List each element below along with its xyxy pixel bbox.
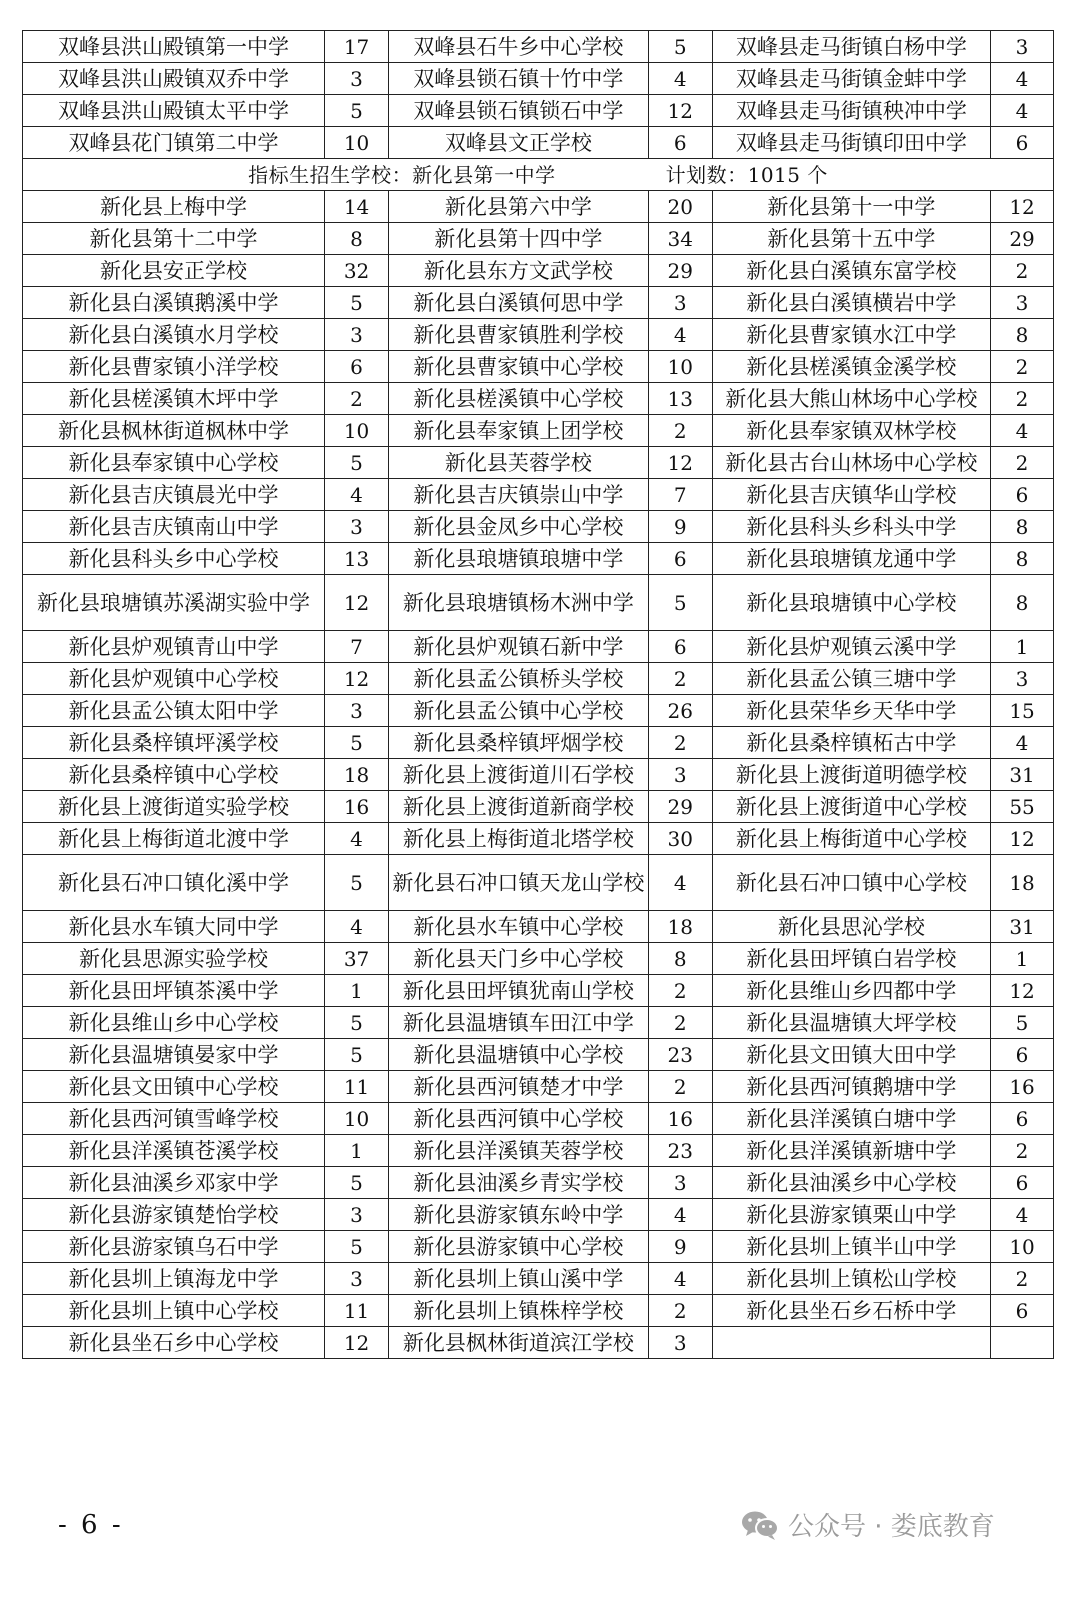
school-name-cell: 新化县科头乡科头中学	[712, 511, 990, 543]
school-name-cell: 新化县第十四中学	[389, 223, 649, 255]
table-row	[23, 223, 1054, 255]
quota-count-cell: 14	[325, 191, 389, 223]
quota-count-cell: 13	[648, 383, 712, 415]
school-name-cell: 双峰县走马街镇秧冲中学	[712, 95, 990, 127]
section-header	[23, 159, 1054, 191]
quota-count-cell: 12	[991, 975, 1054, 1007]
quota-count-cell: 3	[648, 287, 712, 319]
quota-count-cell: 12	[325, 1327, 389, 1359]
school-name-cell: 新化县田坪镇犹南山学校	[389, 975, 649, 1007]
school-name-cell: 新化县思沁学校	[712, 911, 990, 943]
quota-count-cell: 8	[325, 223, 389, 255]
quota-count-cell: 16	[325, 791, 389, 823]
school-name-cell: 新化县桑梓镇柘古中学	[712, 727, 990, 759]
school-name-cell: 双峰县洪山殿镇太平中学	[23, 95, 325, 127]
quota-count-cell: 12	[648, 447, 712, 479]
quota-count-cell: 9	[648, 511, 712, 543]
quota-count-cell: 31	[991, 911, 1054, 943]
school-name-cell: 新化县奉家镇双林学校	[712, 415, 990, 447]
table-row	[23, 727, 1054, 759]
school-name-cell: 双峰县洪山殿镇双乔中学	[23, 63, 325, 95]
school-name-cell: 双峰县锁石镇十竹中学	[389, 63, 649, 95]
quota-count-cell: 3	[325, 1263, 389, 1295]
school-name-cell: 新化县圳上镇山溪中学	[389, 1263, 649, 1295]
quota-count-cell: 7	[648, 479, 712, 511]
quota-count-cell: 3	[648, 1327, 712, 1359]
school-name-cell: 新化县西河镇楚才中学	[389, 1071, 649, 1103]
quota-count-cell: 16	[648, 1103, 712, 1135]
school-name-cell: 新化县游家镇乌石中学	[23, 1231, 325, 1263]
school-name-cell: 新化县天门乡中心学校	[389, 943, 649, 975]
school-name-cell: 新化县吉庆镇华山学校	[712, 479, 990, 511]
quota-count-cell	[991, 1327, 1054, 1359]
table-body	[23, 31, 1054, 1359]
table-row	[23, 31, 1054, 63]
quota-count-cell: 4	[991, 727, 1054, 759]
quota-count-cell: 10	[325, 1103, 389, 1135]
school-name-cell: 新化县上梅街道北塔学校	[389, 823, 649, 855]
school-name-cell: 新化县白溪镇横岩中学	[712, 287, 990, 319]
school-name-cell: 新化县东方文武学校	[389, 255, 649, 287]
quota-count-cell: 3	[991, 663, 1054, 695]
school-name-cell: 新化县维山乡四都中学	[712, 975, 990, 1007]
quota-count-cell: 3	[991, 287, 1054, 319]
school-name-cell: 新化县科头乡中心学校	[23, 543, 325, 575]
school-name-cell: 新化县洋溪镇芙蓉学校	[389, 1135, 649, 1167]
quota-count-cell: 12	[325, 575, 389, 631]
quota-count-cell: 1	[991, 943, 1054, 975]
quota-count-cell: 26	[648, 695, 712, 727]
quota-count-cell: 1	[991, 631, 1054, 663]
quota-count-cell: 6	[991, 479, 1054, 511]
school-name-cell: 新化县圳上镇海龙中学	[23, 1263, 325, 1295]
quota-count-cell: 6	[648, 543, 712, 575]
quota-count-cell: 3	[325, 511, 389, 543]
table-row	[23, 663, 1054, 695]
quota-count-cell: 2	[991, 255, 1054, 287]
quota-count-cell: 2	[991, 351, 1054, 383]
quota-count-cell: 2	[648, 1007, 712, 1039]
quota-count-cell: 4	[648, 319, 712, 351]
quota-count-cell: 3	[325, 695, 389, 727]
quota-count-cell: 3	[325, 63, 389, 95]
quota-count-cell: 30	[648, 823, 712, 855]
school-name-cell: 双峰县石牛乡中心学校	[389, 31, 649, 63]
school-name-cell: 新化县芙蓉学校	[389, 447, 649, 479]
school-name-cell: 新化县油溪乡中心学校	[712, 1167, 990, 1199]
quota-count-cell: 37	[325, 943, 389, 975]
school-name-cell: 双峰县花门镇第二中学	[23, 127, 325, 159]
quota-count-cell: 55	[991, 791, 1054, 823]
quota-count-cell: 15	[991, 695, 1054, 727]
quota-count-cell: 29	[648, 255, 712, 287]
school-name-cell: 新化县槎溪镇木坪中学	[23, 383, 325, 415]
school-name-cell	[712, 1327, 990, 1359]
quota-count-cell: 23	[648, 1039, 712, 1071]
quota-count-cell: 2	[325, 383, 389, 415]
school-name-cell: 新化县琅塘镇苏溪湖实验中学	[23, 575, 325, 631]
school-name-cell: 新化县桑梓镇坪烟学校	[389, 727, 649, 759]
quota-count-cell: 5	[325, 727, 389, 759]
quota-count-cell: 11	[325, 1295, 389, 1327]
quota-count-cell: 4	[648, 1199, 712, 1231]
watermark-text: 公众号 · 娄底教育	[788, 1512, 995, 1542]
quota-count-cell: 2	[648, 663, 712, 695]
school-name-cell: 新化县大熊山林场中心学校	[712, 383, 990, 415]
table-row	[23, 1135, 1054, 1167]
school-name-cell: 新化县游家镇楚怡学校	[23, 1199, 325, 1231]
school-name-cell: 新化县白溪镇鹅溪中学	[23, 287, 325, 319]
school-name-cell: 双峰县锁石镇锁石中学	[389, 95, 649, 127]
school-name-cell: 新化县温塘镇车田江中学	[389, 1007, 649, 1039]
school-name-cell: 新化县上梅街道北渡中学	[23, 823, 325, 855]
quota-count-cell: 29	[991, 223, 1054, 255]
table-row	[23, 255, 1054, 287]
quota-count-cell: 1	[325, 1135, 389, 1167]
quota-count-cell: 34	[648, 223, 712, 255]
quota-count-cell: 3	[991, 31, 1054, 63]
quota-count-cell: 10	[325, 415, 389, 447]
school-name-cell: 新化县枫林街道枫林中学	[23, 415, 325, 447]
school-name-cell: 新化县安正学校	[23, 255, 325, 287]
school-name-cell: 新化县圳上镇中心学校	[23, 1295, 325, 1327]
quota-count-cell: 18	[325, 759, 389, 791]
school-name-cell: 新化县第六中学	[389, 191, 649, 223]
quota-count-cell: 2	[991, 383, 1054, 415]
quota-count-cell: 10	[648, 351, 712, 383]
quota-count-cell: 4	[648, 63, 712, 95]
school-name-cell: 新化县维山乡中心学校	[23, 1007, 325, 1039]
quota-count-cell: 16	[991, 1071, 1054, 1103]
table-row	[23, 383, 1054, 415]
table-row	[23, 1199, 1054, 1231]
table-row	[23, 191, 1054, 223]
table-row	[23, 1167, 1054, 1199]
school-name-cell: 新化县圳上镇株梓学校	[389, 1295, 649, 1327]
table-row	[23, 543, 1054, 575]
quota-count-cell: 12	[648, 95, 712, 127]
quota-count-cell: 6	[648, 631, 712, 663]
school-name-cell: 新化县洋溪镇新塘中学	[712, 1135, 990, 1167]
school-name-cell: 新化县水车镇大同中学	[23, 911, 325, 943]
quota-table	[22, 30, 1054, 1359]
quota-count-cell: 31	[991, 759, 1054, 791]
wechat-icon	[740, 1509, 780, 1541]
school-name-cell: 新化县曹家镇胜利学校	[389, 319, 649, 351]
section-header-row	[23, 159, 1054, 191]
quota-count-cell: 5	[325, 447, 389, 479]
school-name-cell: 新化县油溪乡青实学校	[389, 1167, 649, 1199]
school-name-cell: 新化县孟公镇桥头学校	[389, 663, 649, 695]
school-name-cell: 新化县吉庆镇崇山中学	[389, 479, 649, 511]
plan-count-label: 计划数：1015 个	[665, 162, 828, 187]
school-name-cell: 新化县文田镇中心学校	[23, 1071, 325, 1103]
quota-count-cell: 5	[325, 1039, 389, 1071]
school-name-cell: 新化县第十五中学	[712, 223, 990, 255]
quota-count-cell: 6	[325, 351, 389, 383]
school-name-cell: 新化县荣华乡天华中学	[712, 695, 990, 727]
quota-count-cell: 18	[991, 855, 1054, 911]
school-name-cell: 新化县上渡街道实验学校	[23, 791, 325, 823]
school-name-cell: 新化县奉家镇中心学校	[23, 447, 325, 479]
table-row	[23, 127, 1054, 159]
school-name-cell: 双峰县走马街镇金蚌中学	[712, 63, 990, 95]
school-name-cell: 双峰县走马街镇印田中学	[712, 127, 990, 159]
school-name-cell: 新化县桑梓镇坪溪学校	[23, 727, 325, 759]
quota-count-cell: 2	[648, 975, 712, 1007]
table-row	[23, 95, 1054, 127]
quota-count-cell: 5	[991, 1007, 1054, 1039]
school-name-cell: 新化县田坪镇茶溪中学	[23, 975, 325, 1007]
school-name-cell: 新化县吉庆镇南山中学	[23, 511, 325, 543]
quota-count-cell: 4	[325, 911, 389, 943]
table-row	[23, 511, 1054, 543]
school-name-cell: 新化县西河镇鹅塘中学	[712, 1071, 990, 1103]
quota-count-cell: 5	[648, 575, 712, 631]
school-name-cell: 新化县琅塘镇杨木洲中学	[389, 575, 649, 631]
quota-count-cell: 4	[648, 1263, 712, 1295]
quota-count-cell: 4	[325, 823, 389, 855]
enrollment-school-label: 指标生招生学校：新化县第一中学	[248, 162, 556, 187]
quota-count-cell: 4	[991, 415, 1054, 447]
school-name-cell: 新化县洋溪镇白塘中学	[712, 1103, 990, 1135]
quota-count-cell: 29	[648, 791, 712, 823]
table-row	[23, 1295, 1054, 1327]
quota-count-cell: 32	[325, 255, 389, 287]
school-name-cell: 新化县炉观镇石新中学	[389, 631, 649, 663]
school-name-cell: 新化县文田镇大田中学	[712, 1039, 990, 1071]
quota-count-cell: 10	[325, 127, 389, 159]
school-name-cell: 新化县白溪镇水月学校	[23, 319, 325, 351]
quota-count-cell: 12	[325, 663, 389, 695]
quota-count-cell: 8	[648, 943, 712, 975]
school-name-cell: 新化县第十一中学	[712, 191, 990, 223]
quota-count-cell: 10	[991, 1231, 1054, 1263]
table-row	[23, 1327, 1054, 1359]
table-row	[23, 479, 1054, 511]
quota-count-cell: 5	[325, 855, 389, 911]
school-name-cell: 新化县水车镇中心学校	[389, 911, 649, 943]
school-name-cell: 新化县上渡街道川石学校	[389, 759, 649, 791]
school-name-cell: 新化县炉观镇青山中学	[23, 631, 325, 663]
school-name-cell: 新化县圳上镇半山中学	[712, 1231, 990, 1263]
school-name-cell: 新化县奉家镇上团学校	[389, 415, 649, 447]
quota-count-cell: 4	[991, 1199, 1054, 1231]
quota-count-cell: 6	[991, 127, 1054, 159]
school-name-cell: 新化县上梅街道中心学校	[712, 823, 990, 855]
quota-count-cell: 3	[648, 759, 712, 791]
table-row	[23, 791, 1054, 823]
school-name-cell: 新化县上梅中学	[23, 191, 325, 223]
quota-count-cell: 6	[991, 1039, 1054, 1071]
school-name-cell: 新化县温塘镇中心学校	[389, 1039, 649, 1071]
school-name-cell: 新化县油溪乡邓家中学	[23, 1167, 325, 1199]
quota-count-cell: 23	[648, 1135, 712, 1167]
quota-count-cell: 4	[325, 479, 389, 511]
school-name-cell: 新化县上渡街道中心学校	[712, 791, 990, 823]
school-name-cell: 新化县槎溪镇中心学校	[389, 383, 649, 415]
table-row	[23, 943, 1054, 975]
quota-count-cell: 12	[991, 191, 1054, 223]
quota-count-cell: 2	[648, 1071, 712, 1103]
quota-count-cell: 2	[648, 727, 712, 759]
table-row	[23, 759, 1054, 791]
school-name-cell: 新化县白溪镇何思中学	[389, 287, 649, 319]
table-row	[23, 631, 1054, 663]
table-row	[23, 1103, 1054, 1135]
watermark	[740, 1506, 995, 1543]
table-row	[23, 695, 1054, 727]
quota-count-cell: 20	[648, 191, 712, 223]
school-name-cell: 新化县坐石乡中心学校	[23, 1327, 325, 1359]
table-row	[23, 975, 1054, 1007]
quota-count-cell: 6	[991, 1295, 1054, 1327]
quota-count-cell: 6	[991, 1103, 1054, 1135]
school-name-cell: 新化县石冲口镇天龙山学校	[389, 855, 649, 911]
quota-count-cell: 8	[991, 543, 1054, 575]
school-name-cell: 新化县石冲口镇中心学校	[712, 855, 990, 911]
table-row	[23, 63, 1054, 95]
school-name-cell: 新化县圳上镇松山学校	[712, 1263, 990, 1295]
school-name-cell: 新化县西河镇雪峰学校	[23, 1103, 325, 1135]
school-name-cell: 新化县炉观镇云溪中学	[712, 631, 990, 663]
school-name-cell: 新化县曹家镇中心学校	[389, 351, 649, 383]
school-name-cell: 新化县金凤乡中心学校	[389, 511, 649, 543]
table-row	[23, 1263, 1054, 1295]
school-name-cell: 新化县孟公镇太阳中学	[23, 695, 325, 727]
school-name-cell: 新化县白溪镇东富学校	[712, 255, 990, 287]
table-row	[23, 823, 1054, 855]
quota-count-cell: 2	[991, 1263, 1054, 1295]
table-row	[23, 415, 1054, 447]
school-name-cell: 新化县坐石乡石桥中学	[712, 1295, 990, 1327]
quota-count-cell: 17	[325, 31, 389, 63]
quota-count-cell: 8	[991, 511, 1054, 543]
quota-count-cell: 2	[991, 447, 1054, 479]
school-name-cell: 新化县孟公镇中心学校	[389, 695, 649, 727]
quota-count-cell: 6	[648, 127, 712, 159]
table-row	[23, 1231, 1054, 1263]
quota-count-cell: 2	[648, 1295, 712, 1327]
quota-count-cell: 3	[648, 1167, 712, 1199]
quota-count-cell: 1	[325, 975, 389, 1007]
school-name-cell: 双峰县文正学校	[389, 127, 649, 159]
quota-count-cell: 5	[325, 1231, 389, 1263]
quota-count-cell: 11	[325, 1071, 389, 1103]
quota-count-cell: 12	[991, 823, 1054, 855]
school-name-cell: 新化县炉观镇中心学校	[23, 663, 325, 695]
table-row	[23, 447, 1054, 479]
school-name-cell: 新化县第十二中学	[23, 223, 325, 255]
page-number: - 6 -	[58, 1510, 124, 1540]
school-name-cell: 新化县曹家镇水江中学	[712, 319, 990, 351]
school-name-cell: 双峰县走马街镇白杨中学	[712, 31, 990, 63]
school-name-cell: 新化县思源实验学校	[23, 943, 325, 975]
school-name-cell: 新化县温塘镇晏家中学	[23, 1039, 325, 1071]
table-row	[23, 1039, 1054, 1071]
quota-count-cell: 5	[325, 1007, 389, 1039]
school-name-cell: 新化县游家镇栗山中学	[712, 1199, 990, 1231]
quota-count-cell: 8	[991, 319, 1054, 351]
school-name-cell: 新化县田坪镇白岩学校	[712, 943, 990, 975]
quota-count-cell: 13	[325, 543, 389, 575]
school-name-cell: 新化县温塘镇大坪学校	[712, 1007, 990, 1039]
quota-count-cell: 4	[991, 95, 1054, 127]
school-name-cell: 新化县琅塘镇琅塘中学	[389, 543, 649, 575]
quota-count-cell: 5	[648, 31, 712, 63]
quota-count-cell: 6	[991, 1167, 1054, 1199]
school-name-cell: 新化县游家镇东岭中学	[389, 1199, 649, 1231]
table-row	[23, 319, 1054, 351]
school-name-cell: 新化县槎溪镇金溪学校	[712, 351, 990, 383]
quota-count-cell: 3	[325, 319, 389, 351]
school-name-cell: 新化县上渡街道新商学校	[389, 791, 649, 823]
quota-count-cell: 5	[325, 1167, 389, 1199]
school-name-cell: 新化县西河镇中心学校	[389, 1103, 649, 1135]
quota-count-cell: 7	[325, 631, 389, 663]
school-name-cell: 新化县桑梓镇中心学校	[23, 759, 325, 791]
table-row	[23, 1071, 1054, 1103]
school-name-cell: 新化县上渡街道明德学校	[712, 759, 990, 791]
school-name-cell: 新化县曹家镇小洋学校	[23, 351, 325, 383]
quota-count-cell: 2	[648, 415, 712, 447]
school-name-cell: 新化县古台山林场中心学校	[712, 447, 990, 479]
quota-count-cell: 2	[991, 1135, 1054, 1167]
quota-count-cell: 3	[325, 1199, 389, 1231]
quota-count-cell: 4	[991, 63, 1054, 95]
table-row	[23, 287, 1054, 319]
table-row	[23, 575, 1054, 631]
quota-count-cell: 5	[325, 95, 389, 127]
school-name-cell: 新化县游家镇中心学校	[389, 1231, 649, 1263]
school-name-cell: 新化县琅塘镇中心学校	[712, 575, 990, 631]
school-name-cell: 新化县吉庆镇晨光中学	[23, 479, 325, 511]
quota-count-cell: 9	[648, 1231, 712, 1263]
table-row	[23, 351, 1054, 383]
table-row	[23, 911, 1054, 943]
table-row	[23, 1007, 1054, 1039]
quota-count-cell: 18	[648, 911, 712, 943]
quota-count-cell: 5	[325, 287, 389, 319]
school-name-cell: 新化县石冲口镇化溪中学	[23, 855, 325, 911]
school-name-cell: 新化县枫林街道滨江学校	[389, 1327, 649, 1359]
table-row	[23, 855, 1054, 911]
quota-count-cell: 8	[991, 575, 1054, 631]
quota-count-cell: 4	[648, 855, 712, 911]
school-name-cell: 新化县孟公镇三塘中学	[712, 663, 990, 695]
school-name-cell: 新化县洋溪镇苍溪学校	[23, 1135, 325, 1167]
school-name-cell: 新化县琅塘镇龙通中学	[712, 543, 990, 575]
school-name-cell: 双峰县洪山殿镇第一中学	[23, 31, 325, 63]
